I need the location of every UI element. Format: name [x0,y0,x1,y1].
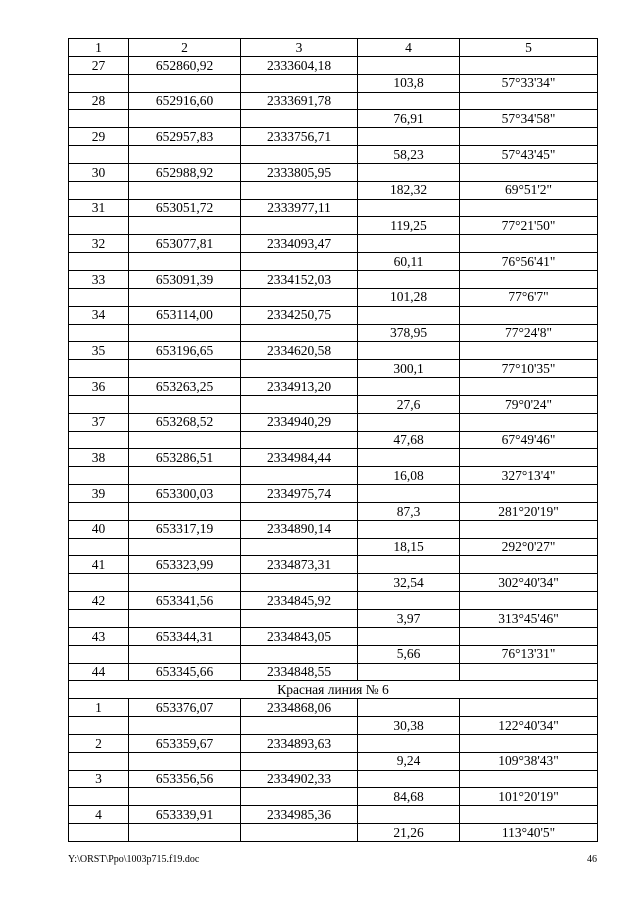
table-cell: 57°34'58" [460,110,598,128]
coordinates-table [68,38,598,842]
table-cell [69,110,129,128]
table-cell: 77°10'35" [460,360,598,378]
table-cell [358,592,460,610]
table-row [69,128,598,146]
table-cell: 31 [69,199,129,217]
table-cell: 281°20'19" [460,502,598,520]
table-cell [129,824,241,842]
table-cell: 79°0'24" [460,395,598,413]
table-cell: 2334873,31 [241,556,358,574]
table-cell [460,413,598,431]
table-cell [460,306,598,324]
header-cell: 2 [129,39,241,57]
table-cell: 2334843,05 [241,627,358,645]
table-cell [358,270,460,288]
table-row [69,485,598,503]
table-cell: 40 [69,520,129,538]
table-cell: 113°40'5" [460,824,598,842]
table-cell [460,485,598,503]
table-cell [241,717,358,735]
table-cell: 77°24'8" [460,324,598,342]
table-cell [69,538,129,556]
table-cell [129,110,241,128]
table-cell: 77°6'7" [460,288,598,306]
table-cell [69,431,129,449]
table-cell: 2334152,03 [241,270,358,288]
table-cell: 2334893,63 [241,734,358,752]
table-cell: 2334940,29 [241,413,358,431]
table-cell [460,163,598,181]
table-cell: 653323,99 [129,556,241,574]
table-cell [69,574,129,592]
table-cell: 41 [69,556,129,574]
table-row [69,146,598,164]
table-cell [460,699,598,717]
table-row [69,449,598,467]
table-cell [69,253,129,271]
table-row [69,413,598,431]
table-row [69,395,598,413]
table-cell [129,574,241,592]
table-cell [460,449,598,467]
table-cell: 3,97 [358,610,460,628]
table-cell [241,217,358,235]
table-cell: 36 [69,378,129,396]
table-cell [129,717,241,735]
table-cell: 378,95 [358,324,460,342]
table-cell [460,592,598,610]
table-cell [358,128,460,146]
table-cell [69,502,129,520]
table-cell: 27 [69,56,129,74]
table-cell: 42 [69,592,129,610]
table-row [69,645,598,663]
table-row [69,270,598,288]
table-cell: 302°40'34" [460,574,598,592]
table-row [69,627,598,645]
table-row [69,306,598,324]
table-cell [358,56,460,74]
table-cell [460,342,598,360]
table-cell [241,574,358,592]
table-cell: 77°21'50" [460,217,598,235]
section-row [69,681,598,699]
table-cell [241,395,358,413]
table-cell [460,627,598,645]
table-cell [129,217,241,235]
table-cell [241,360,358,378]
table-cell: 5,66 [358,645,460,663]
table-row [69,574,598,592]
table-cell [129,431,241,449]
table-cell [129,253,241,271]
table-cell [241,181,358,199]
table-row [69,217,598,235]
table-cell: 34 [69,306,129,324]
table-cell: 101°20'19" [460,788,598,806]
header-cell: 3 [241,39,358,57]
footer-page-number: 46 [587,854,597,865]
table-cell: 57°33'34" [460,74,598,92]
table-cell [241,146,358,164]
table-body [69,39,598,842]
table-cell: 21,26 [358,824,460,842]
table-cell [460,806,598,824]
table-cell: 87,3 [358,502,460,520]
table-row [69,788,598,806]
table-cell: 2334848,55 [241,663,358,681]
table-cell [358,556,460,574]
table-cell [358,520,460,538]
table-cell [460,770,598,788]
table-cell [460,663,598,681]
table-cell [69,217,129,235]
table-cell [69,360,129,378]
table-cell: 39 [69,485,129,503]
table-cell: 2334975,74 [241,485,358,503]
table-cell: 2333977,11 [241,199,358,217]
table-cell [129,645,241,663]
table-row [69,538,598,556]
table-cell: 2334620,58 [241,342,358,360]
table-cell: 653317,19 [129,520,241,538]
table-cell [358,92,460,110]
table-row [69,467,598,485]
table-cell: 652916,60 [129,92,241,110]
table-cell [69,395,129,413]
table-row [69,324,598,342]
table-row [69,556,598,574]
table-cell [69,181,129,199]
table-cell: 69°51'2" [460,181,598,199]
table-cell [460,270,598,288]
table-row [69,502,598,520]
table-cell: 653356,56 [129,770,241,788]
table-cell: 653196,65 [129,342,241,360]
table-cell: 653341,56 [129,592,241,610]
table-cell: 313°45'46" [460,610,598,628]
table-row [69,56,598,74]
table-cell: 653268,52 [129,413,241,431]
table-cell [358,413,460,431]
table-cell: 101,28 [358,288,460,306]
table-cell: 653300,03 [129,485,241,503]
table-cell: 653359,67 [129,734,241,752]
table-cell [241,74,358,92]
table-cell: 653376,07 [129,699,241,717]
header-cell: 4 [358,39,460,57]
table-cell [69,645,129,663]
table-row [69,770,598,788]
table-cell: 3 [69,770,129,788]
table-cell: 16,08 [358,467,460,485]
table-cell: 9,24 [358,752,460,770]
table-cell: 60,11 [358,253,460,271]
table-cell: 2 [69,734,129,752]
table-cell: 653114,00 [129,306,241,324]
table-cell [69,467,129,485]
table-cell: 58,23 [358,146,460,164]
table-cell: 2333691,78 [241,92,358,110]
table-cell [358,306,460,324]
table-cell: 84,68 [358,788,460,806]
table-cell [69,610,129,628]
table-cell [358,235,460,253]
table-cell: 2334902,33 [241,770,358,788]
table-row [69,699,598,717]
table-cell: 27,6 [358,395,460,413]
table-cell [69,74,129,92]
table-cell: 652957,83 [129,128,241,146]
table-cell: 43 [69,627,129,645]
table-cell: 67°49'46" [460,431,598,449]
table-cell: 292°0'27" [460,538,598,556]
table-cell: 653091,39 [129,270,241,288]
table-cell: 44 [69,663,129,681]
table-cell [358,199,460,217]
table-row [69,824,598,842]
table-cell: 109°38'43" [460,752,598,770]
table-cell: 652988,92 [129,163,241,181]
table-row [69,717,598,735]
table-cell [241,431,358,449]
table-cell: 2333756,71 [241,128,358,146]
table-cell: 653263,25 [129,378,241,396]
table-cell [460,92,598,110]
table-cell [460,199,598,217]
table-cell: 2334250,75 [241,306,358,324]
table-cell [241,324,358,342]
table-cell: 2334845,92 [241,592,358,610]
table-cell [460,235,598,253]
table-cell [460,520,598,538]
table-cell [358,627,460,645]
table-cell [358,163,460,181]
table-cell: 2334985,36 [241,806,358,824]
table-cell: 653051,72 [129,199,241,217]
table-cell: 33 [69,270,129,288]
table-row [69,235,598,253]
table-cell: 76,91 [358,110,460,128]
table-cell: 653344,31 [129,627,241,645]
table-cell [241,645,358,663]
table-cell: 122°40'34" [460,717,598,735]
table-row [69,288,598,306]
table-cell [460,378,598,396]
table-cell: 119,25 [358,217,460,235]
table-cell: 327°13'4" [460,467,598,485]
table-cell [241,824,358,842]
table-row [69,92,598,110]
table-cell: 2334868,06 [241,699,358,717]
table-cell [129,146,241,164]
table-cell [241,110,358,128]
table-cell [358,806,460,824]
table-cell: 653345,66 [129,663,241,681]
table-cell: 2334984,44 [241,449,358,467]
table-cell [358,449,460,467]
table-cell: 28 [69,92,129,110]
table-cell [129,324,241,342]
table-cell [69,146,129,164]
table-cell [69,788,129,806]
table-cell [460,734,598,752]
table-cell [129,288,241,306]
table-cell [129,360,241,378]
table-cell [129,502,241,520]
table-cell [129,74,241,92]
table-cell: 182,32 [358,181,460,199]
table-row [69,806,598,824]
table-cell [69,717,129,735]
table-cell [241,288,358,306]
table-row [69,663,598,681]
table-cell: 1 [69,699,129,717]
table-cell [241,752,358,770]
table-cell [358,699,460,717]
table-cell [69,324,129,342]
table-cell: 103,8 [358,74,460,92]
table-cell: 76°56'41" [460,253,598,271]
header-row [69,39,598,57]
table-cell: 29 [69,128,129,146]
table-row [69,342,598,360]
table-cell [358,342,460,360]
table-cell: 653286,51 [129,449,241,467]
table-row [69,360,598,378]
table-cell [241,253,358,271]
table-cell [129,395,241,413]
table-cell: 2333604,18 [241,56,358,74]
table-cell [69,824,129,842]
table-cell: 652860,92 [129,56,241,74]
table-cell: 653339,91 [129,806,241,824]
table-cell: 653077,81 [129,235,241,253]
table-cell: 2333805,95 [241,163,358,181]
table-cell: 30,38 [358,717,460,735]
table-row [69,110,598,128]
table-cell [460,128,598,146]
table-cell: 300,1 [358,360,460,378]
table-cell [69,752,129,770]
table-row [69,431,598,449]
table-cell: 57°43'45" [460,146,598,164]
table-cell [129,788,241,806]
table-cell [358,770,460,788]
table-cell [460,556,598,574]
table-cell [241,610,358,628]
table-cell: 30 [69,163,129,181]
table-cell [129,752,241,770]
table-cell [129,467,241,485]
table-cell [358,663,460,681]
table-row [69,592,598,610]
table-row [69,520,598,538]
table-row [69,74,598,92]
header-cell: 1 [69,39,129,57]
table-cell [129,610,241,628]
table-cell: 47,68 [358,431,460,449]
table-cell: 35 [69,342,129,360]
table-cell: 32 [69,235,129,253]
section-title: Красная линия № 6 [69,681,598,699]
table-cell [129,181,241,199]
table-cell: 76°13'31" [460,645,598,663]
table-row [69,378,598,396]
table-row [69,734,598,752]
footer-file-path: Y:\ORST\Ppo\1003p715.f19.doc [68,854,200,865]
table-row [69,181,598,199]
table-cell: 18,15 [358,538,460,556]
table-cell [241,788,358,806]
table-cell: 4 [69,806,129,824]
table-cell [358,734,460,752]
table-cell [241,467,358,485]
table-cell: 2334093,47 [241,235,358,253]
table-row [69,163,598,181]
table-cell [129,538,241,556]
table-row [69,610,598,628]
table-row [69,199,598,217]
table-cell [69,288,129,306]
table-cell: 32,54 [358,574,460,592]
table-cell [460,56,598,74]
table-cell [241,538,358,556]
table-cell [358,485,460,503]
table-cell: 2334890,14 [241,520,358,538]
table-row [69,253,598,271]
table-row [69,752,598,770]
table-cell: 38 [69,449,129,467]
table-cell [358,378,460,396]
table-cell: 37 [69,413,129,431]
table-cell: 2334913,20 [241,378,358,396]
header-cell: 5 [460,39,598,57]
table-cell [241,502,358,520]
